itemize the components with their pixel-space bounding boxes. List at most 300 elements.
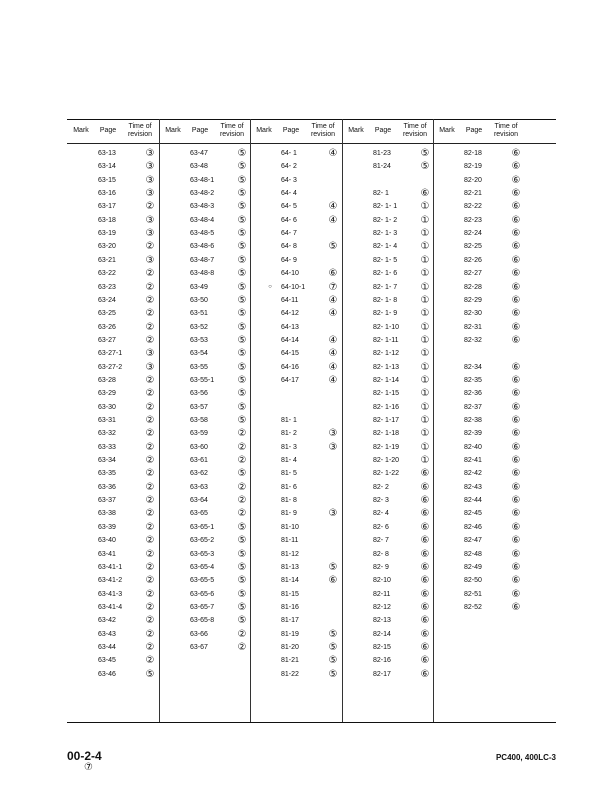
revision-cell: ⑥ — [511, 468, 521, 480]
revision-cell: ⑥ — [511, 428, 521, 440]
table-row — [464, 534, 526, 547]
revision-cell: ⑥ — [420, 521, 430, 533]
revision-cell: ① — [420, 401, 430, 413]
revision-cell: ⑤ — [328, 561, 338, 573]
page-cell: 82- 1-18 — [373, 430, 400, 438]
page-cell: 64-15 — [281, 350, 299, 358]
revision-cell: ① — [420, 294, 430, 306]
page-cell: 63-61 — [190, 457, 208, 465]
revision-cell: ② — [145, 561, 155, 573]
page-cell: 81-14 — [281, 577, 299, 585]
revision-cell: ⑥ — [511, 228, 521, 240]
revision-cell: ⑥ — [511, 334, 521, 346]
revision-cell: ④ — [328, 214, 338, 226]
page-cell: 63-56 — [190, 390, 208, 398]
page-cell: 63-36 — [98, 483, 116, 491]
table-row — [373, 387, 435, 400]
table-row — [373, 147, 435, 160]
revision-cell: ⑥ — [511, 374, 521, 386]
page-cell: 81-13 — [281, 563, 299, 571]
table-row — [373, 334, 435, 347]
page-cell: 82-19 — [464, 163, 482, 171]
page-cell: 63-43 — [98, 630, 116, 638]
page-cell: 64-11 — [281, 296, 299, 304]
page-cell: 63-67 — [190, 643, 208, 651]
revision-cell: ⑤ — [237, 588, 247, 600]
page-cell: 81-16 — [281, 603, 299, 611]
table-row — [373, 668, 435, 681]
revision-cell: ③ — [328, 441, 338, 453]
page-cell: 63-40 — [98, 537, 116, 545]
table-row — [98, 174, 160, 187]
page-cell: 63-35 — [98, 470, 116, 478]
revision-cell: ⑤ — [237, 374, 247, 386]
revision-cell: ⑥ — [511, 294, 521, 306]
table-row — [464, 200, 526, 213]
table-row — [464, 601, 526, 614]
table-row — [281, 200, 343, 213]
header-page: Page — [282, 127, 300, 134]
page-cell: 64-17 — [281, 376, 299, 384]
revision-cell: ⑦ — [328, 281, 338, 293]
page-cell: 63-62 — [190, 470, 208, 478]
page-cell: 81-15 — [281, 590, 299, 598]
table-row — [268, 281, 343, 294]
revision-cell: ⑥ — [420, 588, 430, 600]
table-row — [464, 454, 526, 467]
table-row — [98, 441, 160, 454]
revision-cell: ② — [145, 641, 155, 653]
revision-cell: ① — [420, 241, 430, 253]
table-row — [98, 614, 160, 627]
revision-cell: ⑥ — [420, 655, 430, 667]
table-row — [464, 427, 526, 440]
page-cell: 63-55-1 — [190, 376, 215, 384]
table-row — [98, 521, 160, 534]
revision-cell: ⑥ — [511, 201, 521, 213]
table-row — [98, 534, 160, 547]
revision-cell: ② — [145, 601, 155, 613]
page-cell: 81- 6 — [281, 483, 297, 491]
table-row — [98, 267, 160, 280]
table-row — [190, 507, 252, 520]
table-row — [464, 414, 526, 427]
page-cell: 81-11 — [281, 537, 299, 545]
page-cell: 82-30 — [464, 310, 482, 318]
table-row — [190, 441, 252, 454]
page-cell: 82-43 — [464, 483, 482, 491]
table-row — [281, 588, 343, 601]
revision-cell: ⑤ — [237, 254, 247, 266]
table-row — [281, 628, 343, 641]
page-cell: 82-28 — [464, 283, 482, 291]
table-row — [373, 187, 435, 200]
revision-cell: ⑥ — [511, 415, 521, 426]
table-row — [281, 147, 343, 160]
table-row — [281, 294, 343, 307]
revision-cell: ⑥ — [420, 601, 430, 613]
page-cell: 82-17 — [373, 670, 391, 678]
revision-cell: ② — [145, 308, 155, 320]
revision-cell: ⑤ — [237, 415, 247, 426]
page-cell: 63-37 — [98, 497, 116, 505]
page-cell: 63-48-2 — [190, 190, 215, 198]
revision-cell: ⑤ — [237, 561, 247, 573]
table-row — [98, 160, 160, 173]
table-header-rule — [67, 143, 556, 144]
revision-cell: ② — [145, 481, 155, 493]
table-row — [373, 307, 435, 320]
table-row — [373, 441, 435, 454]
revision-cell: ③ — [145, 228, 155, 240]
table-row — [98, 427, 160, 440]
revision-cell: ⑤ — [237, 148, 247, 159]
revision-cell: ⑥ — [511, 548, 521, 560]
page-cell: 64- 7 — [281, 230, 297, 238]
table-row — [281, 641, 343, 654]
revision-cell: ⑥ — [511, 254, 521, 266]
table-row — [190, 254, 252, 267]
revision-cell: ② — [145, 455, 155, 467]
revision-cell: ⑥ — [511, 148, 521, 159]
revision-cell: ⑤ — [237, 401, 247, 413]
table-row — [281, 548, 343, 561]
revision-cell: ① — [420, 441, 430, 453]
page-cell: 63-48-4 — [190, 216, 215, 224]
page-cell: 82- 3 — [373, 497, 389, 505]
page-cell: 63-64 — [190, 497, 208, 505]
page-cell: 63-65 — [190, 510, 208, 518]
header-revision: Time of revision — [402, 123, 428, 138]
page-cell: 63-33 — [98, 443, 116, 451]
revision-cell: ① — [420, 201, 430, 213]
revision-cell: ③ — [145, 254, 155, 266]
page-cell: 82- 1-16 — [373, 403, 400, 411]
page-cell: 81- 2 — [281, 430, 297, 438]
page-cell: 63-16 — [98, 190, 116, 198]
page-cell: 63-65-4 — [190, 563, 215, 571]
page-cell: 82-21 — [464, 190, 482, 198]
page-cell: 63-31 — [98, 417, 116, 424]
revision-cell: ⑤ — [237, 214, 247, 226]
revision-cell: ⑥ — [511, 268, 521, 280]
page-cell: 63-54 — [190, 350, 208, 358]
table-row — [281, 321, 343, 334]
revision-cell: ② — [237, 428, 247, 440]
table-row — [98, 227, 160, 240]
page-cell: 64-16 — [281, 363, 299, 371]
page-cell: 63-41-4 — [98, 603, 123, 611]
page-cell: 82-50 — [464, 577, 482, 585]
revision-cell: ① — [420, 214, 430, 226]
table-row — [98, 347, 160, 360]
table-row — [464, 254, 526, 267]
page-cell: 63-41-3 — [98, 590, 123, 598]
page-cell: 64- 5 — [281, 203, 297, 211]
page-cell: 63-15 — [98, 176, 116, 184]
page-cell: 63-48-3 — [190, 203, 215, 211]
revision-cell: ⑥ — [511, 455, 521, 467]
table-row — [190, 614, 252, 627]
page-cell: 64-13 — [281, 323, 299, 331]
table-row — [281, 347, 343, 360]
page-cell: 81- 3 — [281, 443, 297, 451]
page-cell: 82-25 — [464, 243, 482, 251]
page-cell: 64-14 — [281, 336, 299, 344]
page-cell: 82-32 — [464, 336, 482, 344]
table-row — [281, 601, 343, 614]
table-row — [373, 628, 435, 641]
revision-cell: ⑥ — [420, 495, 430, 507]
page-cell: 82-12 — [373, 603, 391, 611]
page-cell: 82-48 — [464, 550, 482, 558]
header-mark: Mark — [165, 127, 181, 134]
revision-cell: ② — [145, 588, 155, 600]
revision-cell: ⑥ — [420, 188, 430, 200]
revision-cell: ⑥ — [511, 361, 521, 373]
revision-cell: ⑥ — [328, 575, 338, 587]
page-cell: 63-34 — [98, 457, 116, 465]
page-cell: 63-48-8 — [190, 270, 215, 278]
table-row — [373, 574, 435, 587]
table-row — [464, 574, 526, 587]
table-row — [98, 240, 160, 253]
table-row — [464, 521, 526, 534]
revision-cell: ① — [420, 455, 430, 467]
revision-cell: ⑤ — [237, 294, 247, 306]
revision-cell: ⑤ — [237, 575, 247, 587]
page-cell: 63-65-5 — [190, 577, 215, 585]
header-mark: Mark — [439, 127, 455, 134]
table-row — [373, 534, 435, 547]
page-cell: 81-19 — [281, 630, 299, 638]
revision-cell: ② — [145, 401, 155, 413]
table-row — [373, 254, 435, 267]
revision-cell: ⑥ — [511, 441, 521, 453]
page-cell: 82- 1- 7 — [373, 283, 398, 291]
page-cell: 81-23 — [373, 150, 391, 157]
page-cell: 82-27 — [464, 270, 482, 278]
page-cell: 63-32 — [98, 430, 116, 438]
page-cell: 81-20 — [281, 643, 299, 651]
page-cell: 82- 1 — [373, 190, 389, 198]
revision-cell: ⑥ — [511, 214, 521, 226]
revision-cell: ① — [420, 228, 430, 240]
page-cell: 64-12 — [281, 310, 299, 318]
page-cell: 82-41 — [464, 457, 482, 465]
table-row — [464, 281, 526, 294]
revision-cell: ⑥ — [420, 615, 430, 627]
page-cell: 82- 1-15 — [373, 390, 400, 398]
table-row — [98, 374, 160, 387]
revision-cell: ① — [420, 428, 430, 440]
page-cell: 82-31 — [464, 323, 482, 331]
revision-cell: ⑤ — [328, 668, 338, 680]
page-cell: 82-26 — [464, 256, 482, 264]
page-cell: 82-44 — [464, 497, 482, 505]
page-cell: 81-21 — [281, 657, 299, 665]
table-row — [464, 227, 526, 240]
page-cell: 82-42 — [464, 470, 482, 478]
table-row — [373, 227, 435, 240]
revision-cell: ⑤ — [237, 188, 247, 200]
page-cell: 63-65-8 — [190, 617, 215, 625]
header-page: Page — [191, 127, 209, 134]
table-row — [190, 240, 252, 253]
table-row — [281, 614, 343, 627]
page-cell: 63-57 — [190, 403, 208, 411]
table-row — [190, 628, 252, 641]
page-cell: 63-48-5 — [190, 230, 215, 238]
table-row — [190, 427, 252, 440]
revision-cell: ③ — [328, 508, 338, 520]
page-cell: 82- 1- 2 — [373, 216, 398, 224]
revision-cell: ⑥ — [511, 508, 521, 520]
table-row — [190, 481, 252, 494]
revision-cell: ④ — [328, 361, 338, 373]
page-cell: 64- 4 — [281, 190, 297, 198]
page-cell: 82- 1-13 — [373, 363, 400, 371]
page-cell: 63-52 — [190, 323, 208, 331]
revision-cell: ⑥ — [420, 641, 430, 653]
table-row — [373, 467, 435, 480]
page-cell: 82-34 — [464, 363, 482, 371]
page-cell: 81-12 — [281, 550, 299, 558]
page-cell: 63-22 — [98, 270, 116, 278]
revision-cell: ② — [145, 201, 155, 213]
table-row — [373, 294, 435, 307]
page-cell: 63-65-6 — [190, 590, 215, 598]
revision-cell: ⑤ — [145, 668, 155, 680]
revision-cell: ③ — [145, 188, 155, 200]
table-row — [98, 187, 160, 200]
revision-cell: ⑥ — [511, 575, 521, 587]
table-row — [373, 561, 435, 574]
revision-cell: ② — [237, 441, 247, 453]
revision-cell: ⑥ — [511, 161, 521, 173]
revision-cell: ⑥ — [420, 481, 430, 493]
revision-cell: ③ — [145, 214, 155, 226]
page-cell: 82-38 — [464, 417, 482, 424]
page-cell: 63-19 — [98, 230, 116, 238]
table-row — [190, 294, 252, 307]
revision-cell: ② — [145, 615, 155, 627]
table-row — [98, 281, 160, 294]
header-mark: Mark — [348, 127, 364, 134]
page-cell: 63-28 — [98, 376, 116, 384]
page-cell: 63-48 — [190, 163, 208, 171]
page-cell: 63-41-1 — [98, 563, 123, 571]
revision-cell: ⑤ — [328, 641, 338, 653]
page-cell: 63-53 — [190, 336, 208, 344]
table-row — [281, 307, 343, 320]
revision-cell: ⑥ — [328, 268, 338, 280]
page-cell: 63-38 — [98, 510, 116, 518]
table-row — [464, 507, 526, 520]
header-revision: Time of revision — [493, 123, 519, 138]
revision-cell: ① — [420, 281, 430, 293]
revision-cell: ① — [420, 268, 430, 280]
table-row — [373, 361, 435, 374]
revision-cell: ⑥ — [511, 308, 521, 320]
page-cell: 82-15 — [373, 643, 391, 651]
revision-cell: ③ — [145, 361, 155, 373]
revision-cell: ② — [145, 334, 155, 346]
page-cell: 82-14 — [373, 630, 391, 638]
revision-cell: ⑤ — [237, 521, 247, 533]
revision-cell: ⑤ — [237, 308, 247, 320]
revision-cell: ⑤ — [237, 615, 247, 627]
table-row — [98, 494, 160, 507]
table-row — [464, 174, 526, 187]
table-row — [281, 227, 343, 240]
revision-cell: ② — [145, 535, 155, 547]
revision-cell: ⑥ — [420, 548, 430, 560]
table-row — [98, 481, 160, 494]
revision-cell: ⑥ — [420, 575, 430, 587]
table-row — [281, 267, 343, 280]
revision-cell: ① — [420, 321, 430, 333]
table-row — [98, 401, 160, 414]
page-cell: 82- 1-22 — [373, 470, 400, 478]
table-row — [98, 574, 160, 587]
page-cell: 81- 8 — [281, 497, 297, 505]
revision-cell: ⑤ — [237, 348, 247, 360]
revision-cell: ① — [420, 334, 430, 346]
page-cell: 82- 1-14 — [373, 376, 400, 384]
page-cell: 82-37 — [464, 403, 482, 411]
revision-cell: ② — [145, 388, 155, 400]
table-row — [190, 521, 252, 534]
page-cell: 82- 1-11 — [373, 336, 399, 344]
header-revision: Time of revision — [127, 123, 153, 138]
table-row — [373, 494, 435, 507]
page-cell: 63-39 — [98, 523, 116, 531]
table-row — [464, 467, 526, 480]
table-row — [281, 574, 343, 587]
table-row — [373, 548, 435, 561]
machine-model: PC400, 400LC-3 — [495, 753, 556, 762]
page-cell: 64- 2 — [281, 163, 297, 171]
table-row — [281, 481, 343, 494]
page-cell: 63-42 — [98, 617, 116, 625]
table-row — [190, 641, 252, 654]
table-row — [281, 374, 343, 387]
table-row — [281, 240, 343, 253]
page-cell: 82- 1- 8 — [373, 296, 398, 304]
revision-cell: ⑥ — [420, 535, 430, 547]
page-cell: 82-29 — [464, 296, 482, 304]
page-cell: 63-14 — [98, 163, 116, 171]
table-row — [98, 307, 160, 320]
table-row — [190, 334, 252, 347]
revision-cell: ⑤ — [237, 535, 247, 547]
page-cell: 63-51 — [190, 310, 208, 318]
table-row — [98, 641, 160, 654]
page-cell: 63-17 — [98, 203, 116, 211]
table-row — [98, 561, 160, 574]
revision-cell: ⑤ — [328, 241, 338, 253]
table-row — [373, 614, 435, 627]
page-cell: 82-23 — [464, 216, 482, 224]
table-row — [464, 160, 526, 173]
page-cell: 82-16 — [373, 657, 391, 665]
page-cell: 64- 8 — [281, 243, 297, 251]
revision-cell: ⑥ — [511, 601, 521, 613]
page-cell: 82- 1- 5 — [373, 256, 398, 264]
page-cell: 63-50 — [190, 296, 208, 304]
table-row — [464, 548, 526, 561]
